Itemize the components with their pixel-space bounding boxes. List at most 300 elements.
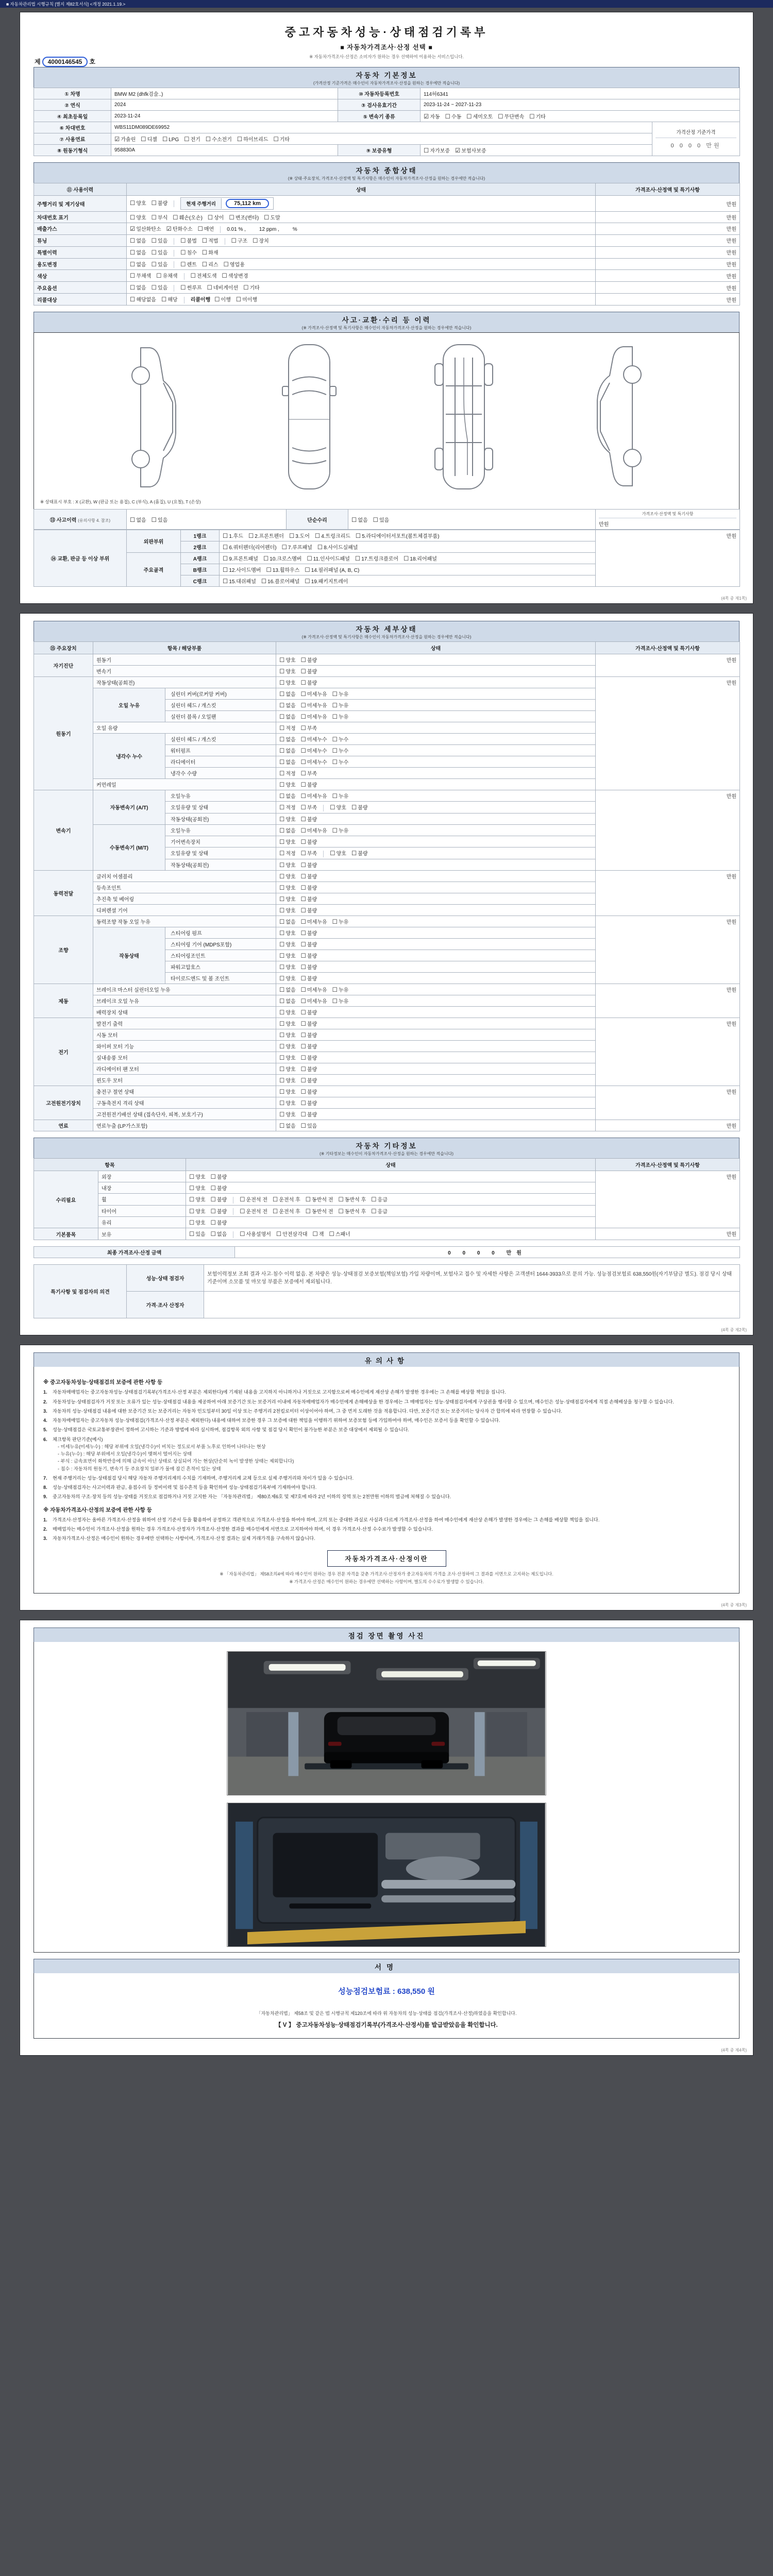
- checkbox-option[interactable]: [301, 884, 317, 891]
- checkbox-option[interactable]: [130, 213, 146, 221]
- signature-confirmation: 【 V 】 중고자동차성능·상태점검기록부(가격조사·산정서)를 발급받았음을 확인합니다.: [275, 2022, 498, 2029]
- option-label: 있음: [379, 517, 390, 523]
- option-label: 6.쿼터펜더(리어펜더): [229, 545, 277, 551]
- checkbox-option[interactable]: [279, 906, 296, 914]
- option-label: 8.사이드실패널: [324, 545, 358, 551]
- checkbox-option[interactable]: [332, 792, 349, 800]
- checkbox-option[interactable]: [240, 1230, 271, 1238]
- checkbox-option[interactable]: [301, 895, 317, 903]
- amount-cell: 만원: [596, 270, 740, 282]
- checkbox-option[interactable]: [279, 747, 296, 754]
- checkbox-option[interactable]: [198, 225, 214, 232]
- checkbox-option[interactable]: [180, 260, 197, 268]
- checkbox-option[interactable]: [211, 1173, 227, 1180]
- checkbox-option[interactable]: [222, 272, 248, 279]
- checkbox-option[interactable]: [301, 656, 317, 664]
- checkbox-icon: ☐: [300, 873, 306, 880]
- checkbox-icon: ☐: [373, 517, 378, 523]
- checkbox-option[interactable]: [279, 769, 296, 777]
- checkbox-option[interactable]: [152, 248, 168, 256]
- option-label: 누수: [338, 737, 349, 743]
- checkbox-option[interactable]: [279, 781, 296, 788]
- checkbox-option[interactable]: [211, 1218, 227, 1226]
- checkbox-option[interactable]: [445, 112, 462, 120]
- checkbox-option[interactable]: [279, 690, 296, 698]
- checkbox-option[interactable]: [339, 1195, 366, 1203]
- checkbox-option[interactable]: [301, 1088, 317, 1095]
- section-opinion: [33, 1264, 740, 1318]
- checkbox-option[interactable]: [279, 826, 296, 834]
- base-price-label: 가격산정 기준가격: [656, 128, 736, 138]
- checkbox-option[interactable]: [207, 283, 239, 291]
- checkbox-option[interactable]: [332, 747, 349, 754]
- checkbox-option[interactable]: [301, 1020, 317, 1027]
- checkbox-option[interactable]: [166, 225, 193, 232]
- checkbox-option[interactable]: [279, 884, 296, 891]
- checkbox-icon: ☐: [279, 964, 285, 971]
- checkbox-option[interactable]: [156, 272, 177, 279]
- checkbox-option[interactable]: [301, 713, 327, 720]
- checkbox-option[interactable]: [276, 1230, 308, 1238]
- checkbox-option[interactable]: [279, 667, 296, 675]
- checkbox-icon: ☐: [263, 556, 269, 563]
- checkbox-icon: ☐: [205, 137, 211, 143]
- checkbox-option[interactable]: [279, 1099, 296, 1107]
- checkbox-option[interactable]: [189, 1230, 206, 1238]
- checkbox-option[interactable]: [152, 260, 168, 268]
- option-label: 적정: [285, 771, 296, 777]
- checkbox-option[interactable]: [237, 135, 268, 143]
- option-divider: [323, 851, 324, 857]
- checkbox-option[interactable]: [301, 735, 327, 743]
- misc-note: (※ 기타정보는 매수인이 자동차가격조사·산정을 원하는 경우에만 적습니다): [320, 1151, 453, 1156]
- option-label: 전체도색: [196, 274, 217, 280]
- item-label: 냉각수 누수: [93, 734, 165, 779]
- checkbox-option[interactable]: [355, 554, 398, 562]
- checkbox-option[interactable]: [301, 747, 327, 754]
- checkbox-option[interactable]: [301, 986, 327, 993]
- checkbox-option[interactable]: [130, 225, 161, 232]
- option-label: 미세누수: [307, 749, 327, 755]
- status-cell: [276, 882, 596, 893]
- notice-item-text: 현재 주행거리는 성능·상태점검 당시 해당 자동차 주행거리계의 수치를 기재하며, 주행거리계 교체 등으로 실제 주행거리와 차이가 있을 수 있습니다.: [53, 1475, 354, 1481]
- checkbox-option[interactable]: [189, 1207, 206, 1215]
- checkbox-option[interactable]: [211, 1230, 227, 1238]
- checkbox-icon: ☐: [279, 827, 285, 834]
- checkbox-option[interactable]: [301, 1031, 317, 1039]
- checkbox-option[interactable]: [332, 690, 349, 698]
- checkbox-option[interactable]: [301, 963, 317, 971]
- checkbox-option[interactable]: [229, 213, 259, 221]
- checkbox-option[interactable]: [223, 554, 258, 562]
- checkbox-option[interactable]: [279, 735, 296, 743]
- checkbox-option[interactable]: [279, 940, 296, 948]
- checkbox-option[interactable]: [202, 248, 219, 256]
- notice-item: [43, 1398, 730, 1405]
- option-label: 적정: [285, 851, 296, 857]
- document-number: [35, 57, 95, 67]
- option-label: 부식: [157, 215, 168, 221]
- checkbox-option[interactable]: [498, 112, 524, 120]
- checkbox-option[interactable]: [301, 940, 317, 948]
- checkbox-option[interactable]: [279, 724, 296, 732]
- checkbox-option[interactable]: [180, 248, 197, 256]
- checkbox-option[interactable]: [301, 667, 317, 675]
- checkbox-option[interactable]: [289, 532, 310, 539]
- checkbox-option[interactable]: [279, 963, 296, 971]
- option-label: 12.사이드멤버: [229, 568, 261, 574]
- checkbox-option[interactable]: [152, 199, 168, 207]
- checkbox-option[interactable]: [279, 952, 296, 959]
- option-label: 9.프론트패널: [229, 556, 258, 563]
- checkbox-icon: ☐: [351, 850, 357, 857]
- checkbox-option[interactable]: [240, 1195, 267, 1203]
- checkbox-option[interactable]: [214, 295, 231, 303]
- checkbox-option[interactable]: [279, 872, 296, 880]
- checkbox-option[interactable]: [332, 918, 349, 925]
- checkbox-option[interactable]: [301, 769, 317, 777]
- summary-title: 자동차 종합상태: [356, 167, 417, 175]
- checkbox-option[interactable]: [279, 1065, 296, 1073]
- option-label: 양호: [195, 1221, 206, 1227]
- checkbox-option[interactable]: [466, 112, 493, 120]
- checkbox-option[interactable]: [180, 283, 201, 291]
- checkbox-option[interactable]: [130, 260, 146, 268]
- checkbox-option[interactable]: [223, 543, 277, 551]
- checkbox-option[interactable]: [356, 532, 440, 539]
- checkbox-option[interactable]: [301, 872, 317, 880]
- checkbox-icon: ☐: [332, 714, 338, 721]
- checkbox-option[interactable]: [301, 952, 317, 959]
- checkbox-option[interactable]: [306, 1207, 333, 1215]
- checkbox-icon: ☐: [300, 691, 306, 698]
- warranty-label: ⑨ 보증유형: [338, 145, 421, 156]
- checkbox-option[interactable]: [130, 199, 146, 207]
- option-label: 안전삼각대: [282, 1232, 308, 1238]
- checkbox-icon: ☐: [300, 759, 306, 766]
- checkbox-option[interactable]: [332, 701, 349, 709]
- panel-items: [220, 564, 596, 575]
- base-price-cell: [652, 122, 740, 156]
- checkbox-option[interactable]: [332, 997, 349, 1005]
- option-label: 불량: [307, 862, 317, 869]
- checkbox-icon: ☐: [261, 579, 267, 585]
- subitem-label: 스티어링조인트: [165, 950, 276, 961]
- checkbox-option[interactable]: [223, 566, 261, 573]
- photos-title: 점검 장면 촬영 사진: [348, 1632, 425, 1640]
- checkbox-option[interactable]: [279, 986, 296, 993]
- checkbox-option[interactable]: [404, 554, 437, 562]
- checkbox-option[interactable]: [162, 135, 179, 143]
- checkbox-option[interactable]: [279, 929, 296, 937]
- checkbox-option[interactable]: [279, 701, 296, 709]
- checkbox-option[interactable]: [223, 532, 243, 539]
- checkbox-option[interactable]: [189, 1195, 206, 1203]
- checkbox-option[interactable]: [130, 248, 146, 256]
- checkbox-icon: ☐: [273, 1196, 278, 1203]
- checkbox-option[interactable]: [231, 236, 248, 244]
- checkbox-option[interactable]: [279, 895, 296, 903]
- checkbox-option[interactable]: [152, 236, 168, 244]
- status-cell: [276, 904, 596, 916]
- checkbox-icon: ☐: [307, 556, 312, 563]
- option-label: 없음: [136, 238, 146, 244]
- history-item-label: 용도변경: [34, 258, 127, 270]
- checkbox-option[interactable]: [307, 554, 349, 562]
- checkbox-option[interactable]: [301, 849, 317, 857]
- checkbox-option[interactable]: [273, 1207, 300, 1215]
- checkbox-option[interactable]: [301, 1110, 317, 1118]
- checkbox-option[interactable]: [313, 1230, 324, 1238]
- car-diagram-underbody: [425, 337, 502, 497]
- checkbox-option[interactable]: [301, 1042, 317, 1050]
- checkbox-option[interactable]: [301, 1122, 317, 1129]
- option-label: 매연: [204, 227, 214, 232]
- checkbox-icon: ☐: [279, 725, 285, 732]
- checkbox-option[interactable]: [202, 260, 219, 268]
- checkbox-option[interactable]: [279, 1031, 296, 1039]
- checkbox-option[interactable]: [529, 112, 546, 120]
- item-label: 브레이크 마스터 실린더오일 누유: [93, 984, 276, 995]
- checkbox-option[interactable]: [211, 1207, 227, 1215]
- checkbox-option[interactable]: [279, 1088, 296, 1095]
- checkbox-option[interactable]: [152, 283, 168, 291]
- checkbox-option[interactable]: [424, 112, 440, 120]
- summary-col-state: 상태: [127, 183, 596, 196]
- checkbox-option[interactable]: [301, 781, 317, 788]
- checkbox-option[interactable]: [301, 690, 327, 698]
- checkbox-option[interactable]: [223, 577, 256, 585]
- checkbox-option[interactable]: [189, 1184, 206, 1192]
- checkbox-option[interactable]: [317, 543, 358, 551]
- checkbox-option[interactable]: [279, 1042, 296, 1050]
- checkbox-option[interactable]: [240, 1207, 267, 1215]
- checkbox-option[interactable]: [130, 516, 146, 523]
- option-label: 불량: [307, 885, 317, 891]
- checkbox-option[interactable]: [301, 679, 317, 686]
- checkbox-option[interactable]: [273, 1195, 300, 1203]
- checkbox-option[interactable]: [351, 803, 368, 811]
- device-group-label: 자기진단: [34, 654, 93, 677]
- checkbox-option[interactable]: [279, 815, 296, 823]
- checkbox-option[interactable]: [301, 1099, 317, 1107]
- checkbox-option[interactable]: [339, 1207, 366, 1215]
- option-label: 기타: [535, 114, 546, 120]
- summary-row: [34, 294, 740, 306]
- checkbox-option[interactable]: [306, 1195, 333, 1203]
- notice-item: [43, 1408, 730, 1415]
- section-history: [33, 312, 740, 587]
- checkbox-option[interactable]: [279, 918, 296, 925]
- item-label: 원동기: [93, 654, 276, 666]
- checkbox-option[interactable]: [301, 815, 317, 823]
- checkbox-option[interactable]: [279, 861, 296, 869]
- checkbox-option[interactable]: [279, 758, 296, 766]
- detail-header-row: [34, 642, 740, 654]
- checkbox-option[interactable]: [305, 577, 348, 585]
- checkbox-option[interactable]: [279, 656, 296, 664]
- checkbox-option[interactable]: [301, 1054, 317, 1061]
- status-cell: [276, 995, 596, 1006]
- checkbox-option[interactable]: [373, 516, 390, 523]
- checkbox-option[interactable]: [371, 1207, 388, 1215]
- option-divider: [220, 226, 221, 233]
- notice-item: [43, 1526, 730, 1533]
- checkbox-option[interactable]: [191, 272, 217, 279]
- option-label: 2.프론트펜더: [255, 534, 284, 540]
- detail-row: [34, 870, 740, 882]
- checkbox-icon: ☐: [189, 1174, 195, 1180]
- amount-unit: 만원: [599, 522, 609, 528]
- checkbox-option[interactable]: [279, 849, 296, 857]
- checkbox-option[interactable]: [301, 826, 327, 834]
- option-label: 있음: [307, 1123, 317, 1129]
- checkbox-option[interactable]: [301, 1076, 317, 1084]
- checkbox-option[interactable]: [279, 792, 296, 800]
- option-label: 불량: [216, 1185, 227, 1192]
- checkbox-option[interactable]: [332, 713, 349, 720]
- checkbox-option[interactable]: [279, 803, 296, 811]
- checkbox-option[interactable]: [329, 1230, 350, 1238]
- checkbox-icon: ☐: [266, 567, 272, 574]
- checkbox-icon: ☐: [279, 691, 285, 698]
- checkbox-option[interactable]: [114, 135, 136, 143]
- checkbox-option[interactable]: [279, 1054, 296, 1061]
- option-label: 양호: [285, 942, 296, 948]
- checkbox-option[interactable]: [301, 906, 317, 914]
- first-reg-label: ④ 최초등록일: [34, 111, 111, 122]
- checkbox-option[interactable]: [279, 1008, 296, 1016]
- notice-item-number: 1.: [43, 1389, 47, 1395]
- checkbox-option[interactable]: [279, 974, 296, 982]
- checkbox-icon: ☐: [279, 907, 285, 914]
- subitem-label: 타이로드엔드 및 볼 조인트: [165, 972, 276, 984]
- checkbox-option[interactable]: [206, 135, 232, 143]
- device-group-label: 제동: [34, 984, 93, 1018]
- checkbox-option[interactable]: [279, 713, 296, 720]
- form-code-bar: [0, 0, 773, 8]
- checkbox-icon: ☐: [190, 273, 196, 280]
- checkbox-option[interactable]: [266, 566, 300, 573]
- checkbox-icon: ☐: [300, 839, 306, 845]
- checkbox-option[interactable]: [130, 236, 146, 244]
- checkbox-option[interactable]: [130, 295, 156, 303]
- checkbox-option[interactable]: [301, 701, 327, 709]
- checkbox-option[interactable]: [301, 997, 327, 1005]
- checkbox-option[interactable]: [248, 532, 284, 539]
- item-label: 고전원전기배선 상태 (접속단자, 피복, 보호기구): [93, 1108, 276, 1120]
- checkbox-option[interactable]: [189, 1173, 206, 1180]
- checkbox-option[interactable]: [279, 997, 296, 1005]
- checkbox-option[interactable]: [301, 792, 327, 800]
- basic-row-firstreg: [34, 111, 740, 122]
- checkbox-option[interactable]: [208, 213, 224, 221]
- checkbox-option[interactable]: [161, 295, 178, 303]
- checkbox-option[interactable]: [301, 918, 327, 925]
- option-label: 부족: [307, 771, 317, 777]
- checkbox-option[interactable]: [332, 826, 349, 834]
- checkbox-option[interactable]: [301, 758, 327, 766]
- option-label: 불량: [307, 908, 317, 914]
- checkbox-option[interactable]: [264, 213, 280, 221]
- checkbox-option[interactable]: [152, 213, 168, 221]
- checkbox-icon: ☐: [210, 1174, 216, 1180]
- status-cell: [276, 961, 596, 972]
- checkbox-option[interactable]: [330, 803, 346, 811]
- checkbox-option[interactable]: [332, 986, 349, 993]
- checkbox-option[interactable]: [180, 236, 197, 244]
- checkbox-option[interactable]: [202, 236, 219, 244]
- checkbox-option[interactable]: [279, 1122, 296, 1129]
- checkbox-option[interactable]: [351, 849, 368, 857]
- checkbox-option[interactable]: [263, 554, 302, 562]
- checkbox-option[interactable]: [332, 758, 349, 766]
- checkbox-option[interactable]: [243, 283, 260, 291]
- checkbox-option[interactable]: [141, 135, 157, 143]
- checkbox-option[interactable]: [301, 929, 317, 937]
- checkbox-option[interactable]: [279, 838, 296, 845]
- checkbox-option[interactable]: [330, 849, 346, 857]
- item-label: 자동변속기 (A/T): [93, 790, 165, 825]
- checkbox-option[interactable]: [455, 146, 486, 154]
- checkbox-option[interactable]: [224, 260, 245, 268]
- checkbox-option[interactable]: [273, 135, 290, 143]
- checkbox-option[interactable]: [279, 679, 296, 686]
- checkbox-option[interactable]: [301, 1065, 317, 1073]
- checkbox-icon: ☐: [141, 137, 146, 143]
- checkbox-option[interactable]: [305, 566, 359, 573]
- checkbox-option[interactable]: [184, 135, 200, 143]
- checkbox-icon: ☐: [162, 137, 168, 143]
- checkbox-option[interactable]: [301, 838, 317, 845]
- checkbox-icon: ☐: [279, 793, 285, 800]
- checkbox-option[interactable]: [211, 1195, 227, 1203]
- checkbox-option[interactable]: [152, 516, 168, 523]
- checkbox-option[interactable]: [211, 1184, 227, 1192]
- checkbox-option[interactable]: [279, 1020, 296, 1027]
- checkbox-option[interactable]: [279, 1076, 296, 1084]
- checkbox-option[interactable]: [261, 577, 300, 585]
- option-label: 운전석 전: [246, 1197, 268, 1203]
- checkbox-option[interactable]: [189, 1218, 206, 1226]
- checkbox-option[interactable]: [301, 724, 317, 732]
- status-cell: [276, 984, 596, 995]
- checkbox-option[interactable]: [236, 295, 257, 303]
- item-label: 충전구 절연 상태: [93, 1086, 276, 1097]
- checkbox-option[interactable]: [282, 543, 312, 551]
- checkbox-option[interactable]: [130, 272, 151, 279]
- checkbox-option[interactable]: [173, 213, 203, 221]
- checkbox-option[interactable]: [332, 735, 349, 743]
- checkbox-option[interactable]: [301, 803, 317, 811]
- checkbox-option[interactable]: [253, 236, 269, 244]
- checkbox-option[interactable]: [371, 1195, 388, 1203]
- checkbox-option[interactable]: [351, 516, 368, 523]
- checkbox-option[interactable]: [424, 146, 450, 154]
- checkbox-icon: ☐: [300, 930, 306, 937]
- status-cell: [127, 196, 596, 212]
- checkbox-option[interactable]: [301, 974, 317, 982]
- option-label: 양호: [285, 874, 296, 880]
- checkbox-option[interactable]: [301, 1008, 317, 1016]
- checkbox-option[interactable]: [279, 1110, 296, 1118]
- checkbox-icon: ☐: [248, 533, 254, 540]
- checkbox-option[interactable]: [301, 861, 317, 869]
- checkbox-option[interactable]: [130, 283, 146, 291]
- notice-bullet: - 부식 : 금속표면이 화학반응에 의해 금속이 아닌 상태로 상실되어 가는 현상(단순히 녹이 발생한 상태는 제외합니다): [58, 1459, 294, 1464]
- checkbox-option[interactable]: [315, 532, 350, 539]
- option-label: 있음: [157, 285, 168, 292]
